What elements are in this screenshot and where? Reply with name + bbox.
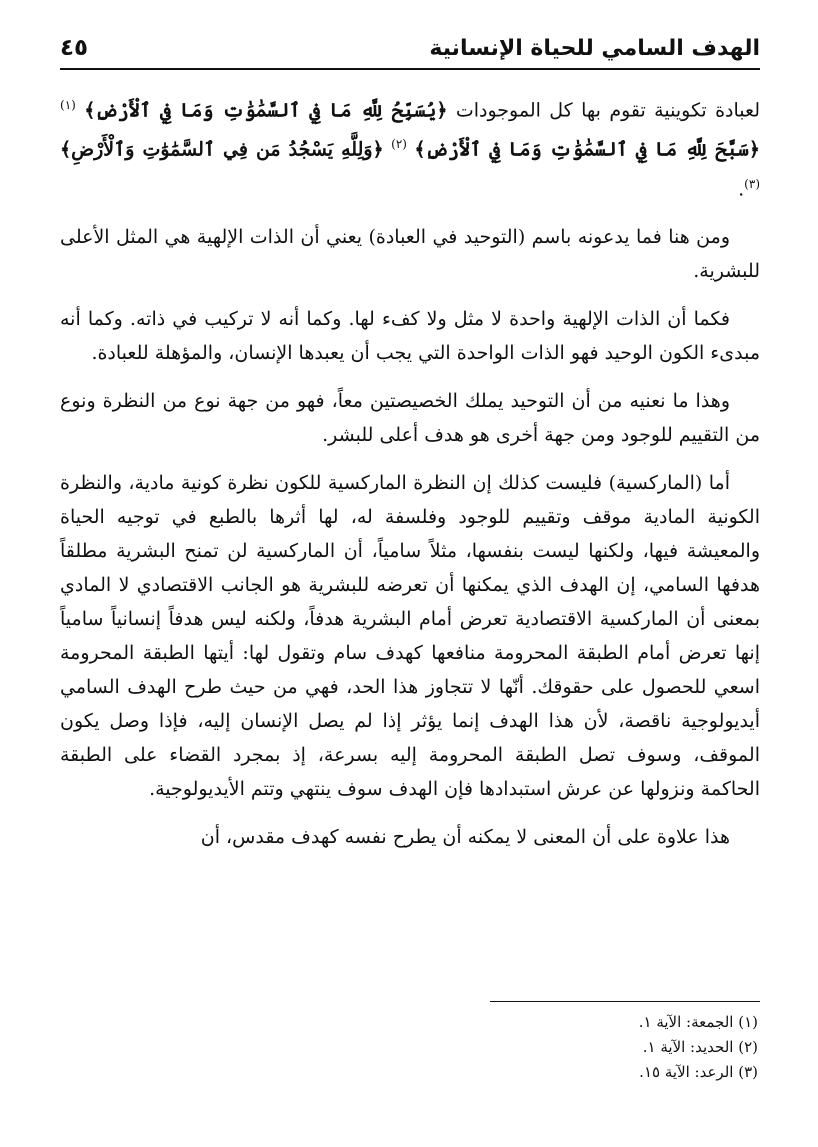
footnote-ref-2: (٢): [391, 137, 407, 152]
paragraph-6: هذا علاوة على أن المعنى لا يمكنه أن يطرح نفسه كهدف مقدس، أن: [200, 825, 730, 848]
paragraph-2: ومن هنا فما يدعونه باسم (التوحيد في العبادة) يعني أن الذات الإلهية هي المثل الأعلى للبشرية.: [60, 225, 760, 282]
footnote-3: (٣) الرعد: الآية ١٥.: [639, 1063, 758, 1081]
running-title: الهدف السامي للحياة الإنسانية: [429, 35, 760, 61]
footnote-ref-3: (٣): [744, 176, 760, 191]
paragraph-4: وهذا ما نعنيه من أن التوحيد يملك الخصيصتين معاً، فهو من جهة نوع من النظرة ونوع من التقييم للوجود ومن جهة أخرى هو هدف أعلى للبشر.: [60, 389, 760, 446]
footnote-ref-1: (١): [60, 98, 76, 112]
footnotes: [458, 1010, 758, 1085]
paragraph-3: فكما أن الذات الإلهية واحدة لا مثل ولا كفء لها. وكما أنه لا تركيب في ذاته. وكما أنه مبدىء الكون الوحيد فهو الذات الواحدة التي يجب أن يعبدها الإنسان، والمؤهلة للعبادة.: [60, 307, 760, 364]
header-rule: [60, 68, 760, 70]
paragraph-1: [60, 88, 760, 206]
paragraph-5: أما (الماركسية) فليست كذلك إن النظرة الماركسية للكون نظرة كونية مادية، والنظرة الكونية المادية موقف وتقييم للوجود وفلسفة له، لها أثرها بالطبع في توجيه الحياة والمعيشة فيها، ولكنها ليست بنفسها، مثلاً سامياً، أن الماركسية لن تمنح البشرية مطلقاً هدفها السامي، إن الهدف الذي يمكنها أن تعرضه للبشرية هو الجانب الاقتصادي لا المادي بمعنى أن الماركسية الاقتصادية تعرض أمام البشرية هدفاً، ولكنه ليس هدفاً إنسانياً سامياً إنها تعرض أمام الطبقة المحرومة منافعها كهدف سام وتقول لها: أيتها الطبقة المحرومة اسعي للحصول على حقوقك. أنّها لا تتجاوز هذا الحد، فهي من حيث طرح الهدف السامي أيديولوجية ناقصة، لأن هذا الهدف إنما يؤثر إذا لم يصل الإنسان إليه، فإذا وصل يكون الموقف، وسوف تصل الطبقة المحرومة إليه بسرعة، إذ بمجرد القضاء على الطبقة الحاكمة ونزولها عن عرش استبدادها فإن الهدف سوف ينتهي وتتم الأيديولوجية.: [60, 471, 760, 800]
quran-verse-1: ﴿يُسَبِّحُ لِلَّهِ مَا فِي ٱلسَّمَٰوَٰتِ وَمَا فِي ٱلْأَرْضِ﴾: [84, 99, 448, 122]
footnote-1: (١) الجمعة: الآية ١.: [638, 1013, 758, 1031]
main-text: [60, 88, 760, 868]
page-number: ٤٥: [60, 35, 89, 61]
footnote-2: (٢) الحديد: الآية ١.: [642, 1038, 758, 1056]
footnote-separator: [490, 1001, 760, 1002]
page-header: [60, 30, 760, 66]
paragraph-1-text: لعبادة تكوينية تقوم بها كل الموجودات: [447, 99, 760, 122]
quran-verse-3: ﴿وَلِلَّهِ يَسْجُدُ مَن فِي ٱلسَّمَٰوَٰتِ وَٱلْأَرْضِ﴾: [60, 138, 384, 161]
paragraph-1-end: .: [738, 177, 745, 200]
quran-verse-2: ﴿سَبَّحَ لِلَّهِ مَا فِي ٱلسَّمَٰوَٰتِ وَمَا فِي ٱلْأَرْضِ﴾: [414, 138, 760, 161]
